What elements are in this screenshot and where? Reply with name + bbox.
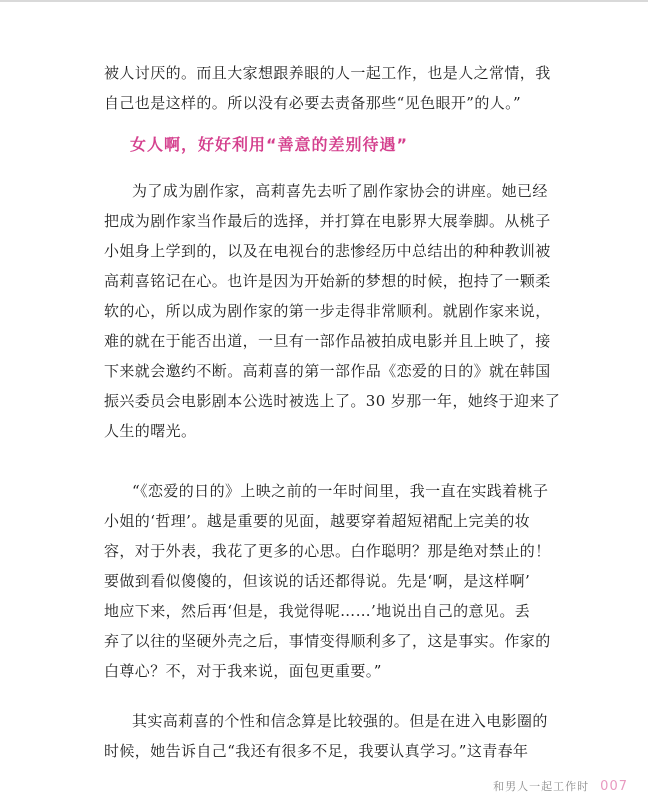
text-line: 把成为剧作家当作最后的选择，并打算在电影界大展拳脚。从桃子: [104, 212, 551, 230]
text-line: 时候，她告诉自己“我还有很多不足，我要认真学习。”这青春年: [104, 742, 529, 760]
paragraph-body: [104, 706, 552, 766]
text-line: 要做到看似傻傻的，但该说的话还都得说。先是‘啊，是这样啊’: [104, 572, 531, 590]
text-line: 白尊心？不，对于我来说，面包更重要。”: [104, 662, 382, 680]
text-line: 高莉喜铭记在心。也许是因为开始新的梦想的时候，抱持了一颗柔: [104, 272, 551, 290]
paragraph-body: [104, 176, 561, 446]
text-line: 弃了以往的坚硬外壳之后，事情变得顺利多了，这是事实。作家的: [104, 632, 551, 650]
paragraph-continued: [104, 58, 552, 118]
text-line: 软的心，所以成为剧作家的第一步走得非常顺利。就剧作家来说，: [104, 302, 551, 320]
section-heading: 女人啊，好好利用“善意的差别待遇”: [130, 135, 409, 154]
page-number: 007: [600, 779, 628, 794]
paragraph-quote: [104, 476, 552, 686]
text-line: 地应下来，然后再‘但是，我觉得呢……’地说出自己的意见。丢: [104, 602, 531, 620]
text-line: 为了成为剧作家，高莉喜先去听了剧作家协会的讲座。她已经: [132, 182, 548, 200]
text-line: 难的就在于能否出道，一旦有一部作品被拍成电影并且上映了，接: [104, 332, 551, 350]
text-line: 自己也是这样的。所以没有必要去责备那些“见色眼开”的人。”: [104, 94, 522, 112]
text-line: 下来就会邀约不断。高莉喜的第一部作品《恋爱的日的》就在韩国: [104, 362, 551, 380]
text-line: 人生的曙光。: [104, 422, 197, 440]
text-line: 小姐身上学到的，以及在电视台的悲惨经历中总结出的种种教训被: [104, 242, 551, 260]
page-footer: [493, 775, 628, 794]
text-line: 其实高莉喜的个性和信念算是比较强的。但是在进入电影圈的: [132, 712, 548, 730]
running-title: 和男人一起工作时: [493, 780, 590, 793]
text-line: 小姐的‘哲理’。越是重要的见面，越要穿着超短裙配上完美的妆: [104, 512, 531, 530]
text-line: “《恋爱的日的》上映之前的一年时间里，我一直在实践着桃子: [132, 482, 549, 500]
text-line: 容，对于外表，我花了更多的心思。白作聪明？那是绝对禁止的！: [104, 542, 551, 560]
text-line: 被人讨厌的。而且大家想跟养眼的人一起工作，也是人之常情，我: [104, 64, 551, 82]
text-line: 振兴委员会电影剧本公选时被选上了。30 岁那一年，她终于迎来了: [104, 392, 561, 410]
